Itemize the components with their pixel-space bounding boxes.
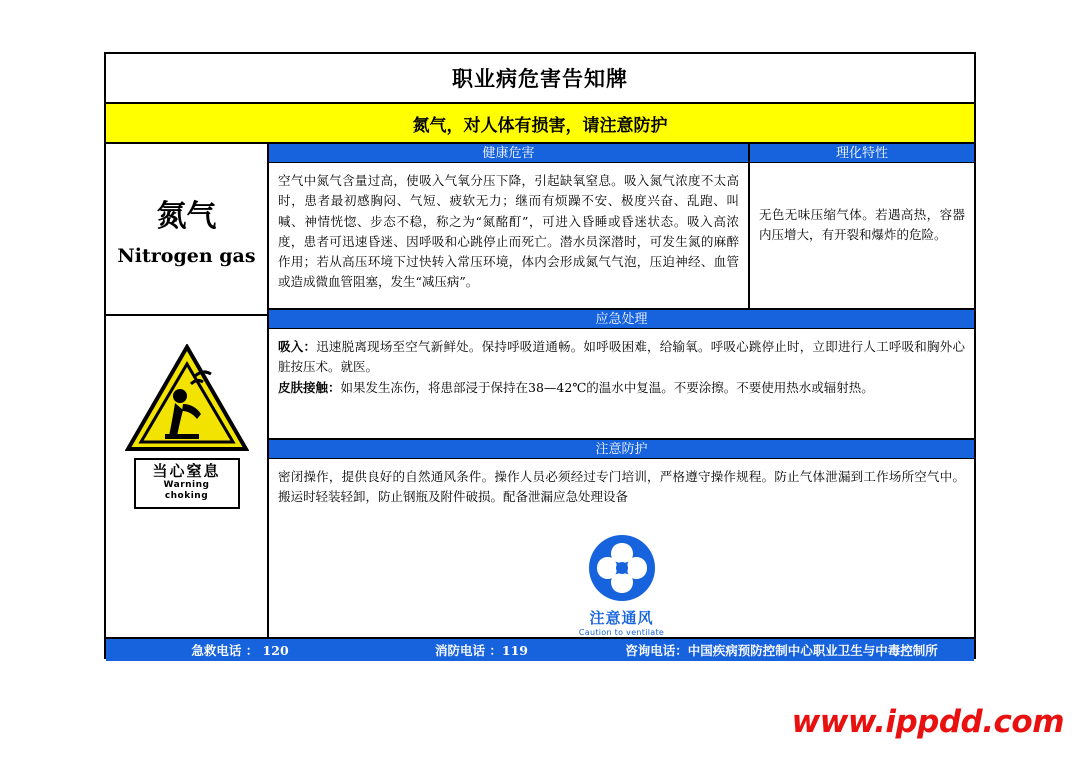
footer-fire-call: 消防电话 ：119 bbox=[435, 643, 528, 658]
health-hazard-column bbox=[269, 144, 750, 308]
emergency-item-label: 吸入： bbox=[278, 339, 317, 355]
substance-name-cell bbox=[106, 144, 267, 316]
emergency-section bbox=[269, 310, 974, 439]
choking-sign-label bbox=[134, 458, 240, 509]
protection-section bbox=[269, 440, 974, 638]
protection-header: 注意防护 bbox=[269, 440, 974, 459]
warning-sign-cell bbox=[106, 316, 267, 637]
ventilate-sign-cn: 注意通风 bbox=[589, 609, 654, 627]
choking-sign-en: Warning choking bbox=[163, 479, 210, 502]
footer-consult-call: 咨询电话：中国疾病预防控制中心职业卫生与中毒控制所 bbox=[625, 643, 938, 658]
ventilate-sign-en: Caution to ventilate bbox=[578, 628, 665, 637]
emergency-item bbox=[278, 337, 965, 378]
emergency-item-text: 如果发生冻伤，将患部浸于保持在38—42℃的温水中复温。不要涂擦。不要使用热水或辐射热。 bbox=[340, 379, 874, 395]
health-hazard-text: 空气中氮气含量过高，使吸入气氧分压下降，引起缺氧窒息。吸入氮气浓度不太高时，患者最初感胸闷、气短、疲软无力；继而有烦躁不安、极度兴奋、乱跑、叫喊、神情恍惚、步态不稳，称之为“氮酩酊”，可进入昏睡或昏迷状态。吸入高浓度，患者可迅速昏迷、因呼吸和心跳停止而死亡。潜水员深潜时，可发生氮的麻醉作用；若从高压环境下过快转入常压环境，体内会形成氮气气泡，压迫神经、血管或造成微血管阻塞，发生“减压病”。 bbox=[278, 173, 739, 290]
protection-text: 密闭操作，提供良好的自然通风条件。操作人员必须经过专门培训，严格遵守操作规程。防止气体泄漏到工作场所空气中。搬运时轻装轻卸，防止钢瓶及附件破损。配备泄漏应急处理设备 bbox=[278, 468, 965, 504]
choking-sign-cn: 当心窒息 bbox=[152, 462, 221, 480]
ventilate-icon bbox=[587, 533, 657, 603]
board-title-row bbox=[106, 54, 974, 104]
physical-properties-header: 理化特性 bbox=[750, 144, 974, 163]
hazard-notice-board bbox=[104, 52, 976, 659]
emergency-item bbox=[278, 378, 965, 398]
choking-warning-icon bbox=[125, 344, 249, 452]
physical-properties-text: 无色无味压缩气体。若遇高热，容器内压增大，有开裂和爆炸的危险。 bbox=[759, 207, 965, 243]
emergency-header: 应急处理 bbox=[269, 310, 974, 329]
right-column bbox=[269, 144, 974, 637]
board-main-grid bbox=[106, 144, 974, 637]
warning-banner-text: 氮气，对人体有损害，请注意防护 bbox=[412, 115, 668, 136]
emergency-body bbox=[269, 329, 974, 437]
emergency-item-label: 皮肤接触： bbox=[278, 379, 341, 395]
top-section bbox=[269, 144, 974, 310]
emergency-item-text: 迅速脱离现场至空气新鲜处。保持呼吸道通畅。如呼吸困难，给输氧。呼吸心跳停止时，立即进行人工呼吸和胸外心脏按压术。就医。 bbox=[278, 339, 965, 375]
watermark: www.ippdd.com bbox=[791, 704, 1064, 740]
physical-properties-column bbox=[750, 144, 974, 308]
warning-banner bbox=[106, 104, 974, 144]
footer-emergency-call: 急救电话 ： 120 bbox=[191, 643, 289, 658]
board-footer bbox=[106, 637, 974, 661]
health-hazard-header: 健康危害 bbox=[269, 144, 748, 163]
page-title: 职业病危害告知牌 bbox=[452, 66, 628, 91]
left-column bbox=[106, 144, 269, 637]
substance-name-cn: 氮气 bbox=[156, 199, 217, 234]
ventilate-sign bbox=[269, 533, 974, 637]
substance-name-en: Nitrogen gas bbox=[117, 245, 256, 267]
